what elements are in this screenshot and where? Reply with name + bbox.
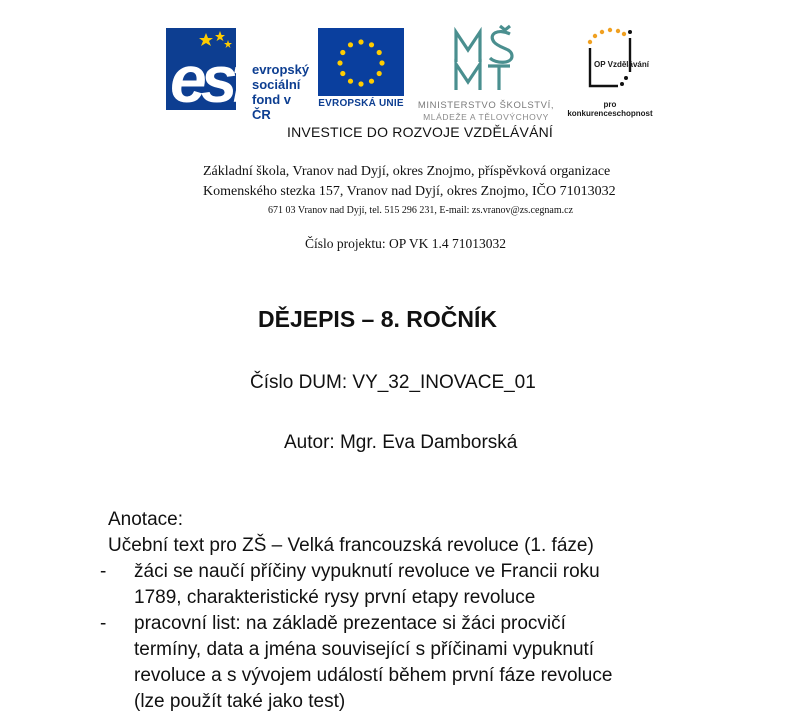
investment-banner: INVESTICE DO ROZVOJE VZDĚLÁVÁNÍ: [287, 124, 554, 140]
annotation: [100, 507, 758, 715]
esf-logo: [166, 28, 310, 122]
esf-text-line1: evropský: [252, 62, 310, 77]
annotation-item: [100, 559, 758, 611]
eu-label: EVROPSKÁ UNIE: [318, 98, 404, 109]
annotation-heading: Anotace:: [108, 509, 183, 530]
esf-logo-text: [252, 62, 309, 122]
annotation-item-text: pracovní list: na základě prezentace si žáci procvičí termíny, data a jména související s příčinami vypuknutí revoluce a s vývojem událostí během první fáze revoluce (lze použít také jako test): [134, 613, 613, 712]
msmt-text-line2: MLÁDEŽE A TĚLOVÝCHOVY: [423, 112, 549, 122]
msmt-logo: [412, 24, 560, 122]
msmt-text-line1: MINISTERSTVO ŠKOLSTVÍ,: [417, 100, 555, 111]
annotation-item: [100, 611, 758, 715]
school-address: Komenského stezka 157, Vranov nad Dyjí, okres Znojmo, IČO 71013032: [203, 184, 616, 199]
author: Autor: Mgr. Eva Damborská: [284, 432, 518, 453]
annotation-subtitle: Učební text pro ZŠ – Velká francouzská revoluce (1. fáze): [108, 535, 594, 556]
op-text-line1: OP Vzdělávání: [594, 60, 649, 69]
msmt-monogram-icon: [418, 24, 554, 94]
project-number: Číslo projektu: OP VK 1.4 71013032: [305, 236, 507, 251]
document-title: DĚJEPIS – 8. ROČNÍK: [258, 306, 498, 332]
school-name: Základní škola, Vranov nad Dyjí, okres Znojmo, příspěvková organizace: [203, 164, 611, 179]
school-contact: 671 03 Vranov nad Dyjí, tel. 515 296 231, E-mail: zs.vranov@zs.cegnam.cz: [268, 205, 574, 216]
esf-text-line2: sociální: [252, 77, 301, 92]
esf-text-line3: fond v ČR: [252, 92, 291, 122]
eu-logo: [318, 28, 404, 112]
op-logo: [560, 24, 660, 116]
list-dash: -: [100, 561, 107, 582]
dum-number: Číslo DUM: VY_32_INOVACE_01: [250, 372, 536, 393]
annotation-item-text: žáci se naučí příčiny vypuknutí revoluce ve Francii roku 1789, charakteristické rysy první etapy revoluce: [134, 561, 600, 608]
op-text-line2: pro konkurenceschopnost: [567, 100, 653, 118]
esf-letters: esf: [170, 42, 248, 116]
eu-flag-icon: [318, 28, 404, 96]
list-dash: -: [100, 613, 107, 634]
